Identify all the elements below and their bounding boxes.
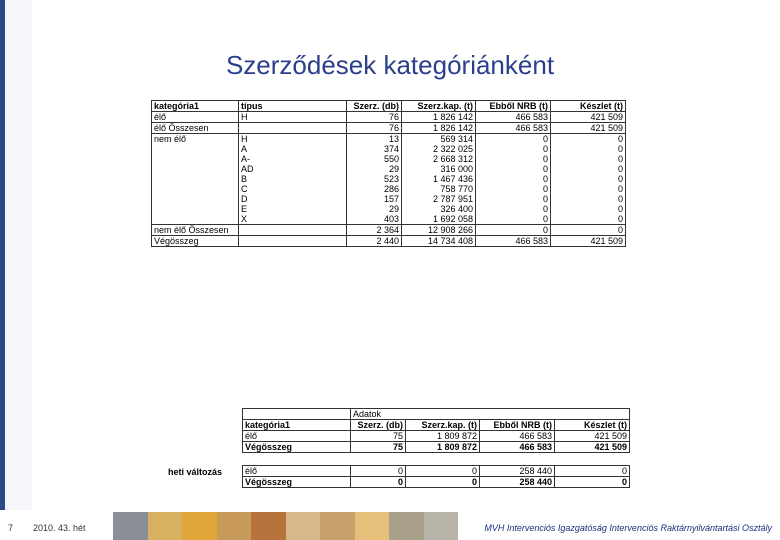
table-cell: 523 <box>347 174 402 184</box>
table-cell: 421 509 <box>551 236 626 247</box>
footer-date: 2010. 43. hét <box>33 523 86 533</box>
table-cell: 0 <box>551 184 626 194</box>
table-cell: 421 509 <box>551 112 626 123</box>
grain-image <box>286 512 321 540</box>
table-cell: AD <box>239 164 347 174</box>
table-header-cell: Szerz. (db) <box>347 101 402 112</box>
table-cell: 2 668 312 <box>402 154 476 164</box>
grain-image <box>251 512 286 540</box>
table-cell <box>239 123 347 134</box>
left-margin-panel <box>5 0 32 540</box>
table-cell: 2 364 <box>347 225 402 236</box>
corn-image <box>182 512 217 540</box>
table-cell: 0 <box>476 225 551 236</box>
table-cell: 0 <box>476 214 551 225</box>
table-row <box>152 112 626 123</box>
table-cell: H <box>239 134 347 145</box>
weekly-change-label: heti változás <box>168 467 223 477</box>
table-cell: 75 <box>351 442 406 453</box>
table-cell: 0 <box>476 164 551 174</box>
table-cell: 326 400 <box>402 204 476 214</box>
table-header-cell: Készlet (t) <box>551 101 626 112</box>
table-row <box>243 442 630 453</box>
table-cell: D <box>239 194 347 204</box>
table-cell <box>152 174 239 184</box>
table-cell: 0 <box>476 144 551 154</box>
table-cell: 75 <box>351 431 406 442</box>
table-cell: 466 583 <box>476 112 551 123</box>
wheat-image <box>217 512 252 540</box>
table-cell: 466 583 <box>476 236 551 247</box>
table-cell: 1 467 436 <box>402 174 476 184</box>
table-header-cell: típus <box>239 101 347 112</box>
table-cell <box>152 144 239 154</box>
table-cell: 466 583 <box>476 123 551 134</box>
table-header-cell: Készlet (t) <box>555 420 630 431</box>
table-cell: E <box>239 204 347 214</box>
table-row <box>152 154 626 164</box>
table-cell: 0 <box>476 194 551 204</box>
table-cell: 13 <box>347 134 402 145</box>
table-cell: 76 <box>347 123 402 134</box>
table-cell: 258 440 <box>480 477 555 488</box>
table-cell: 1 826 142 <box>402 123 476 134</box>
table-row <box>152 225 626 236</box>
table-cell <box>152 184 239 194</box>
table-cell: A <box>239 144 347 154</box>
table-cell: X <box>239 214 347 225</box>
table-cell: 421 509 <box>555 442 630 453</box>
table-cell: 0 <box>551 174 626 184</box>
table-row <box>152 144 626 154</box>
table-cell: 0 <box>476 154 551 164</box>
table-cell: Végösszeg <box>243 477 351 488</box>
table-cell: 569 314 <box>402 134 476 145</box>
table-cell <box>152 194 239 204</box>
table-cell <box>239 225 347 236</box>
table-cell: 1 826 142 <box>402 112 476 123</box>
table-cell: 0 <box>551 194 626 204</box>
table-header-cell: kategória1 <box>243 420 351 431</box>
table-cell: 286 <box>347 184 402 194</box>
table-cell: B <box>239 174 347 184</box>
table-row <box>152 123 626 134</box>
table-cell: 1 809 872 <box>406 442 480 453</box>
table-cell: 0 <box>476 204 551 214</box>
table-cell: 2 322 025 <box>402 144 476 154</box>
weekly-change-table <box>242 465 630 488</box>
table-row <box>152 184 626 194</box>
page-number: 7 <box>8 523 14 533</box>
table-cell: 14 734 408 <box>402 236 476 247</box>
grain-image <box>148 512 183 540</box>
table-cell: élő <box>243 431 351 442</box>
table-cell: Végösszeg <box>152 236 239 247</box>
grain-image <box>355 512 390 540</box>
table-cell: 2 787 951 <box>402 194 476 204</box>
table-cell: 0 <box>476 134 551 145</box>
table-cell: 403 <box>347 214 402 225</box>
table-header-cell: Szerz.kap. (t) <box>406 420 480 431</box>
table-cell: nem élő <box>152 134 239 145</box>
grain-image <box>320 512 355 540</box>
table-header-cell: Szerz.kap. (t) <box>402 101 476 112</box>
table-header-cell: Ebből NRB (t) <box>480 420 555 431</box>
table-header-row <box>243 420 630 431</box>
table-row <box>152 236 626 247</box>
table-cell: 29 <box>347 164 402 174</box>
table-cell: 1 692 058 <box>402 214 476 225</box>
table-row <box>152 134 626 145</box>
table-cell <box>152 164 239 174</box>
table-header-row <box>152 101 626 112</box>
table-cell: 29 <box>347 204 402 214</box>
table-cell: 157 <box>347 194 402 204</box>
table-row <box>152 194 626 204</box>
table-cell: 258 440 <box>480 466 555 477</box>
table-cell: élő <box>152 112 239 123</box>
table-cell: élő Összesen <box>152 123 239 134</box>
table-cell: 421 509 <box>555 431 630 442</box>
table-header-cell: kategória1 <box>152 101 239 112</box>
table-cell: élő <box>243 466 351 477</box>
table-cell: 758 770 <box>402 184 476 194</box>
table-cell: 0 <box>551 134 626 145</box>
table-cell: A- <box>239 154 347 164</box>
table-cell: 0 <box>406 466 480 477</box>
pivot-table <box>242 408 630 453</box>
table-cell <box>152 154 239 164</box>
pivot-data-row <box>243 409 630 420</box>
table-cell: 374 <box>347 144 402 154</box>
table-row <box>243 477 630 488</box>
table-cell: 0 <box>351 466 406 477</box>
table-row <box>152 164 626 174</box>
pivot-corner-cell <box>243 409 351 420</box>
table-cell: 466 583 <box>480 431 555 442</box>
warehouse-image <box>424 512 459 540</box>
table-cell: 0 <box>551 225 626 236</box>
table-cell: H <box>239 112 347 123</box>
table-cell: 2 440 <box>347 236 402 247</box>
table-cell <box>239 236 347 247</box>
table-cell: 0 <box>406 477 480 488</box>
page-title: Szerződések kategóriánként <box>225 50 555 80</box>
table-cell: 550 <box>347 154 402 164</box>
grain-image <box>389 512 424 540</box>
table-row <box>243 431 630 442</box>
table-cell: nem élő Összesen <box>152 225 239 236</box>
table-cell: 76 <box>347 112 402 123</box>
table-cell: 0 <box>551 154 626 164</box>
table-cell: 0 <box>476 184 551 194</box>
table-cell: 0 <box>551 164 626 174</box>
table-cell <box>152 214 239 225</box>
table-cell: 0 <box>351 477 406 488</box>
table-cell: 0 <box>555 466 630 477</box>
table-cell: 0 <box>551 144 626 154</box>
silo-image <box>113 512 148 540</box>
table-cell: 0 <box>476 174 551 184</box>
table-row <box>152 214 626 225</box>
table-cell: 0 <box>551 214 626 225</box>
footer-organization: MVH Intervenciós Igazgatóság Intervenciós Raktárnyilvántartási Osztály <box>484 523 772 533</box>
table-cell <box>152 204 239 214</box>
table-row <box>152 204 626 214</box>
table-row <box>152 174 626 184</box>
table-row <box>243 466 630 477</box>
table-cell: Végösszeg <box>243 442 351 453</box>
category-table <box>151 100 626 247</box>
table-cell: 466 583 <box>480 442 555 453</box>
pivot-data-label: Adatok <box>351 409 630 420</box>
footer-grain-image-strip <box>113 512 458 540</box>
table-cell: 0 <box>555 477 630 488</box>
table-cell: 316 000 <box>402 164 476 174</box>
table-cell: C <box>239 184 347 194</box>
table-cell: 1 809 872 <box>406 431 480 442</box>
table-header-cell: Ebből NRB (t) <box>476 101 551 112</box>
table-cell: 421 509 <box>551 123 626 134</box>
table-cell: 0 <box>551 204 626 214</box>
table-header-cell: Szerz. (db) <box>351 420 406 431</box>
table-cell: 12 908 266 <box>402 225 476 236</box>
